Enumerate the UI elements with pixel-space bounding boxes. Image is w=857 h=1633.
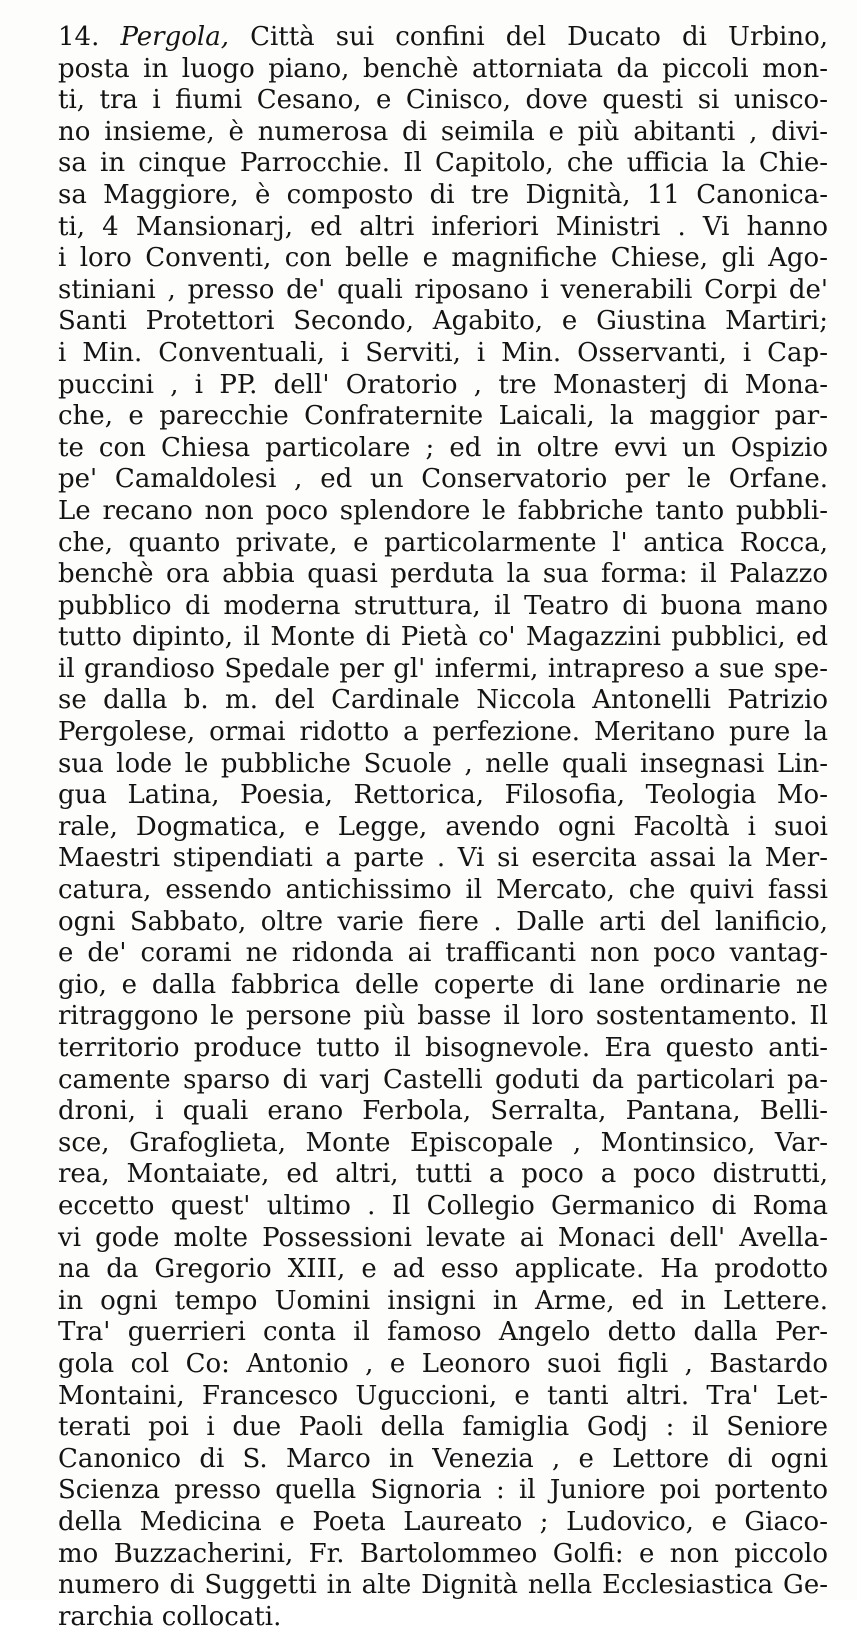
text-line: ti, 4 Mansionarj, ed altri inferiori Ministri . Vi hanno bbox=[58, 211, 828, 242]
text-line: numero di Suggetti in alte Dignità nella Ecclesiastica Ge- bbox=[58, 1570, 828, 1601]
text-line: Scienza presso quella Signoria : il Juniore poi portento bbox=[58, 1475, 828, 1506]
text-line: sce, Grafoglieta, Monte Episcopale , Montinsico, Var- bbox=[58, 1127, 828, 1158]
text-line: pubblico di moderna struttura, il Teatro di buona mano bbox=[58, 590, 828, 621]
text-line: che, quanto private, e particolarmente l' antica Rocca, bbox=[58, 527, 828, 558]
text-line: sa in cinque Parrocchie. Il Capitolo, che ufficia la Chie- bbox=[58, 148, 828, 179]
text-line: Tra' guerrieri conta il famoso Angelo detto dalla Per- bbox=[58, 1317, 828, 1348]
text-line: stiniani , presso de' quali riposano i venerabili Corpi de' bbox=[58, 274, 828, 305]
text-line: posta in luogo piano, benchè attorniata da piccoli mon- bbox=[58, 53, 828, 84]
text-line: puccini , i PP. dell' Oratorio , tre Monasterj di Mona- bbox=[58, 369, 828, 400]
text-line: ritraggono le persone più basse il loro sostentamento. Il bbox=[58, 1001, 828, 1032]
text-line: no insieme, è numerosa di seimila e più abitanti , divi- bbox=[58, 116, 828, 147]
text-line: droni, i quali erano Ferbola, Serralta, Pantana, Belli- bbox=[58, 1096, 828, 1127]
text-line: sa Maggiore, è composto di tre Dignità, 11 Canonica- bbox=[58, 179, 828, 210]
text-line: che, e parecchie Confraternite Laicali, la maggior par- bbox=[58, 401, 828, 432]
text-line: vi gode molte Possessioni levate ai Monaci dell' Avella- bbox=[58, 1222, 828, 1253]
text-line: Montaini, Francesco Uguccioni, e tanti altri. Tra' Let- bbox=[58, 1380, 828, 1411]
text-line: catura, essendo antichissimo il Mercato, che quivi fassi bbox=[58, 875, 828, 906]
text-line: Maestri stipendiati a parte . Vi si esercita assai la Mer- bbox=[58, 843, 828, 874]
place-name: Pergola, bbox=[120, 22, 229, 52]
text-line: Pergolese, ormai ridotto a perfezione. Meritano pure la bbox=[58, 717, 828, 748]
text-line: in ogni tempo Uomini insigni in Arme, ed in Lettere. bbox=[58, 1285, 828, 1316]
text-line: gua Latina, Poesia, Rettorica, Filosofia, Teologia Mo- bbox=[58, 780, 828, 811]
text-line: pe' Camaldolesi , ed un Conservatorio per le Orfane. bbox=[58, 464, 828, 495]
text-line: Canonico di S. Marco in Venezia , e Lettore di ogni bbox=[58, 1443, 828, 1474]
text-line: gola col Co: Antonio , e Leonoro suoi figli , Bastardo bbox=[58, 1348, 828, 1379]
text-line: sua lode le pubbliche Scuole , nelle quali insegnasi Lin- bbox=[58, 748, 828, 779]
first-line-text: Città sui confini del Ducato di Urbino, bbox=[250, 22, 829, 52]
text-line: na da Gregorio XIII, e ad esso applicate. Ha prodotto bbox=[58, 1254, 828, 1285]
text-line: rale, Dogmatica, e Legge, avendo ogni Facoltà i suoi bbox=[58, 811, 828, 842]
text-line: i Min. Conventuali, i Serviti, i Min. Osservanti, i Cap- bbox=[58, 337, 828, 368]
text-line: i loro Conventi, con belle e magnifiche Chiese, gli Ago- bbox=[58, 243, 828, 274]
text-line: della Medicina e Poeta Laureato ; Ludovico, e Giaco- bbox=[58, 1506, 828, 1537]
text-line: ti, tra i fiumi Cesano, e Cinisco, dove questi si unisco- bbox=[58, 85, 828, 116]
text-line: benchè ora abbia quasi perduta la sua forma: il Palazzo bbox=[58, 559, 828, 590]
text-line: ogni Sabbato, oltre varie fiere . Dalle arti del lanificio, bbox=[58, 906, 828, 937]
text-line: il grandioso Spedale per gl' infermi, intrapreso a sue spe- bbox=[58, 653, 828, 684]
paragraph-body bbox=[58, 22, 828, 1633]
text-line: tutto dipinto, il Monte di Pietà co' Magazzini pubblici, ed bbox=[58, 622, 828, 653]
text-line: camente sparso di varj Castelli goduti da particolari pa- bbox=[58, 1064, 828, 1095]
text-line: mo Buzzacherini, Fr. Bartolommeo Golfi: e non piccolo bbox=[58, 1538, 828, 1569]
text-line: gio, e dalla fabbrica delle coperte di lane ordinarie ne bbox=[58, 969, 828, 1000]
text-line: terati poi i due Paoli della famiglia Godj : il Seniore bbox=[58, 1412, 828, 1443]
text-line: e de' corami ne ridonda ai trafficanti non poco vantag- bbox=[58, 938, 828, 969]
text-line: territorio produce tutto il bisognevole. Era questo anti- bbox=[58, 1033, 828, 1063]
paragraph-first-line bbox=[58, 22, 828, 54]
text-line: eccetto quest' ultimo . Il Collegio Germanico di Roma bbox=[58, 1190, 828, 1221]
text-line: Le recano non poco splendore le fabbriche tanto pubbli- bbox=[58, 495, 828, 526]
text-line: rarchia collocati. bbox=[58, 1601, 282, 1632]
text-line: Santi Protettori Secondo, Agabito, e Giustina Martiri; bbox=[58, 306, 828, 337]
entry-number: 14. bbox=[58, 22, 100, 52]
text-line: rea, Montaiate, ed altri, tutti a poco a poco distrutti, bbox=[58, 1159, 828, 1190]
text-line: te con Chiesa particolare ; ed in oltre evvi un Ospizio bbox=[58, 432, 828, 463]
text-line: se dalla b. m. del Cardinale Niccola Antonelli Patrizio bbox=[58, 685, 828, 716]
